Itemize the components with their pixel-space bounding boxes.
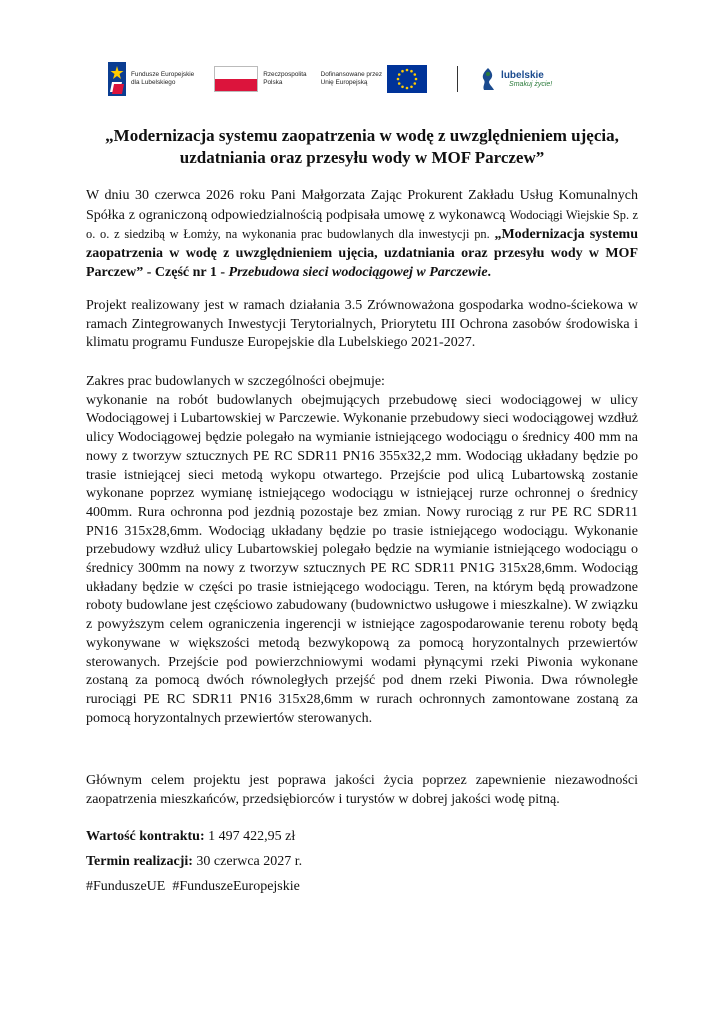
fe-logo-line2: dla Lubelskiego	[131, 79, 176, 86]
document-title: „Modernizacja systemu zaopatrzenia w wodę z uwzględnieniem ujęcia, uzdatniania oraz przesyłu wody w MOF Parczew”	[105, 126, 619, 167]
eu-logo-line1: Dofinansowane przez	[320, 71, 383, 79]
fe-logo	[108, 62, 194, 96]
lubelskie-slogan: Smakuj życie!	[509, 81, 553, 88]
paragraph-contract-signing	[86, 187, 638, 283]
contract-value-line	[86, 828, 295, 847]
polish-flag-icon	[214, 66, 258, 92]
hashtags: #FunduszeUE #FunduszeEuropejskie	[86, 879, 300, 894]
rp-logo-line1: Rzeczpospolita	[263, 71, 307, 79]
scope-body: wykonanie na robót budowlanych obejmujących przebudowę sieci wodociągowej w ulicy Wodociągowej i Lubartowskiej w Parczewie. Wykonanie przebudowy sieci wodociągowej wzdłuż ulicy Wodociągowej będzie polegało na wymianie istniejącego wodociągu o średnicy 400 mm na nowy z tworzyw sztucznych PE RC SDR11 PN16 355x32,2 mm. Wodociąg układany będzie po trasie istniejącej sieci metodą wykopu otwartego. Przejście pod ulicą Lubartowską zostanie wykonane poprzez wymianę istniejącego wodociągu w istniejącej rurze ochronnej o średnicy 400mm. Rura ochronna pod jezdnią pozostaje bez zmian. Nowy rurociąg z rur PE RC SDR11 PN16 315x28,6mm. Wodociąg układany będzie po trasie istniejącego wodociągu. Wykonanie przebudowy wzdłuż ulicy Lubartowskiej polegało będzie na wymianie istniejącego wodociągu o średnicy 300mm na nowy z tworzyw sztucznych PE RC SDR11 PN1G 315x28,6mm. Wodociąg układany będzie w części po trasie istniejącego wodociągu. Teren, na którym będą prowadzone roboty budowlane jest częściowo zabudowany (budownictwo usługowe i mieszkalne). W związku z powyższym celem ograniczenia ingerencji w istniejące zagospodarowanie terenu roboty będą wykonywane w większości metodą bezwykopową za pomocą horyzontalnych przewiertów sterowanych. Przejście pod powierzchniowymi wodami płynącymi rzeki Piwonia wykonane zostaną za pomocą dwóch równoległych przejść pod dnem rzeki Piwonia. Dwa równoległe rurociągi PE RC SDR11 PN16 315x28,6mm w rurach ochronnych zamontowane zostaną za pomocą horyzontalnych przewiertów sterowanych.	[86, 392, 638, 726]
paragraph-program: Projekt realizowany jest w ramach działania 3.5 Zrównoważona gospodarka wodno-ściekowa w ramach Zintegrowanych Inwestycji Terytorialnych, Priorytetu III Ochrona zasobów środowiska i klimatu programu Fundusze Europejskie dla Lubelskiego 2021-2027.	[86, 298, 638, 351]
eu-logo	[321, 65, 427, 93]
paragraph-scope	[86, 373, 638, 728]
p1-end: .	[487, 264, 492, 280]
logo-divider	[457, 66, 458, 92]
p1-part-name: Przebudowa sieci wodociągowej w Parczewie	[228, 264, 488, 280]
deadline-value: 30 czerwca 2027 r.	[192, 854, 303, 869]
p1-text-b: Wodociągi Wiejskie Sp. z o. o. z siedzibą w Łomży, na wykonania prac budowlanych dla inwestycji pn.	[86, 207, 638, 242]
eu-logo-line2: Unię Europejską	[320, 79, 368, 86]
rp-logo-line2: Polska	[263, 79, 283, 86]
fe-logo-line1: Fundusze Europejskie	[131, 71, 195, 79]
eu-flag-icon	[387, 65, 427, 93]
scope-intro: Zakres prac budowlanych w szczególności obejmuje:	[86, 374, 385, 389]
contract-value-label: Wartość kontraktu:	[86, 829, 205, 844]
contract-value: 1 497 422,95 zł	[204, 829, 296, 844]
p1-investment-name: „Modernizacja systemu zaopatrzenia w wodę z uwzględnieniem ujęcia, uzdatniania oraz przesyłu wody w MOF Parczew” - Część nr 1 -	[86, 227, 639, 280]
fe-star-icon	[108, 62, 126, 96]
p1-text-a: W dniu 30 czerwca 2026 roku Pani Małgorzata Zając Prokurent Zakładu Usług Komunalnych Spółka z ograniczoną odpowiedzialnością podpisała umowę z wykonawcą	[86, 188, 638, 223]
logo-strip	[108, 54, 613, 104]
deadline-label: Termin realizacji:	[86, 854, 193, 869]
rp-logo	[214, 66, 306, 92]
lubelskie-name: lubelskie	[501, 70, 544, 81]
deadline-line	[86, 853, 302, 872]
lubelskie-logo	[478, 66, 552, 92]
paragraph-goal: Głównym celem projektu jest poprawa jakości życia poprzez zapewnienie niezawodności zaopatrzenia mieszkańców, przedsiębiorców i turystów w dobrej jakości wodę pitną.	[86, 773, 638, 807]
lubelskie-figure-icon	[478, 66, 498, 92]
